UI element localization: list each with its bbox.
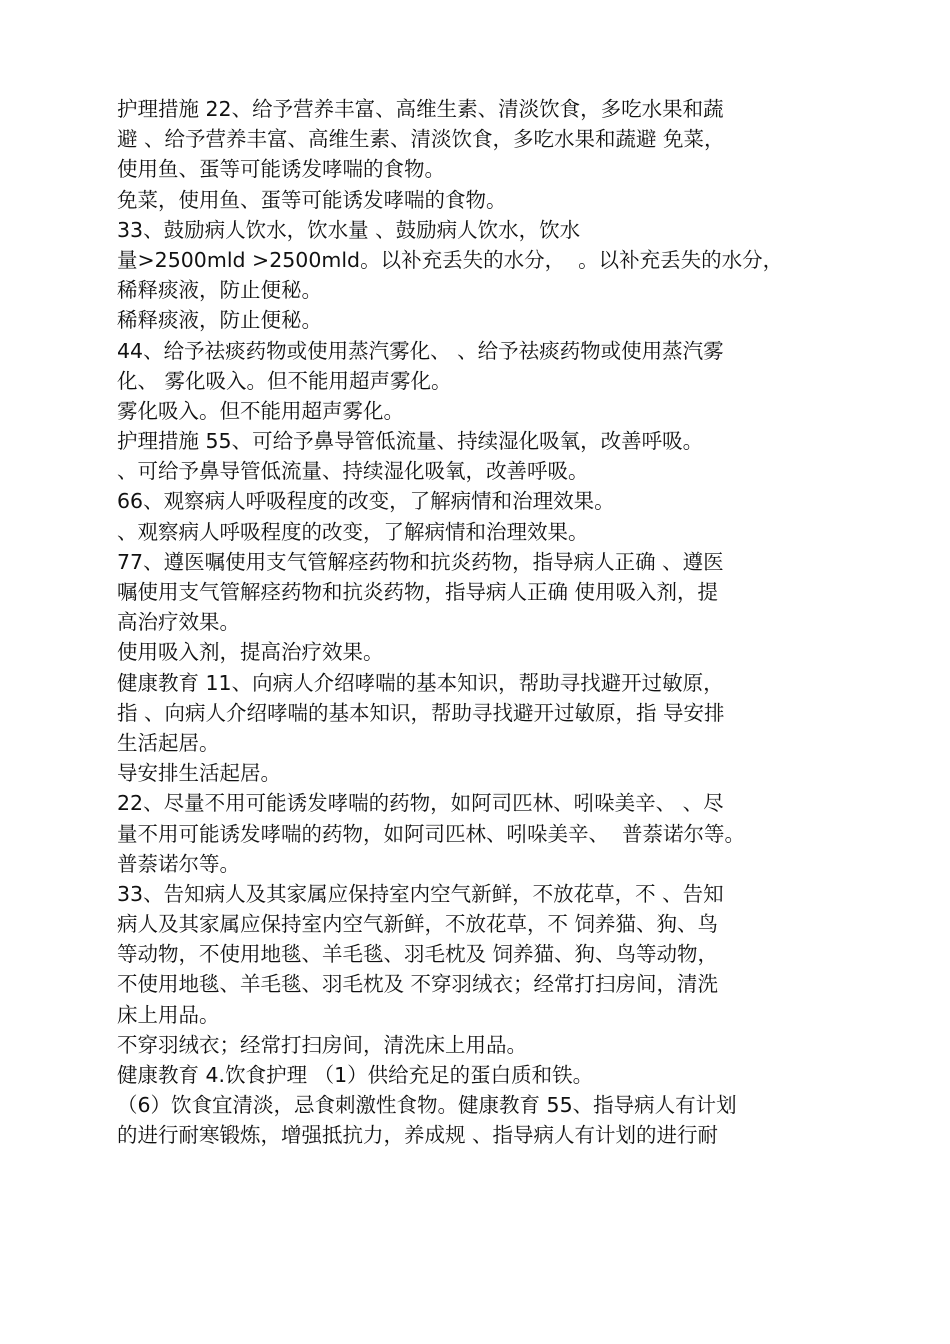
text-line: 量不用可能诱发哮喘的药物，如阿司匹林、吲哚美辛、 普萘诺尔等。 [117,821,746,846]
text-line: 化、 雾化吸入。但不能用超声雾化。 [117,368,452,393]
text-line: 健康教育 4.饮食护理 （1）供给充足的蛋白质和铁。 [117,1063,594,1087]
text-line: 床上用品。 [117,1002,220,1027]
text-line: 的进行耐寒锻炼，增强抵抗力，养成规 、指导病人有计划的进行耐 [117,1123,719,1148]
text-line: 等动物，不使用地毯、羊毛毯、羽毛枕及 饲养猫、狗、鸟等动物， [117,942,719,967]
text-line: 33、鼓励病人饮水，饮水量 、鼓励病人饮水，饮水 [117,217,581,242]
text-line: 普萘诺尔等。 [117,851,240,876]
text-line: 病人及其家属应保持室内空气新鲜，不放花草，不 饲养猫、狗、鸟 [117,912,719,937]
text-line: 量>2500mld >2500mld。以补充丢失的水分， 。以补充丢失的水分， [117,247,784,272]
text-line: 护理措施 55、可给予鼻导管低流量、持续湿化吸氧，改善呼吸。 [117,429,704,454]
text-line: 避 、给予营养丰富、高维生素、清淡饮食，多吃水果和蔬避 免菜， [117,127,725,152]
text-line: 健康教育 11、向病人介绍哮喘的基本知识，帮助寻找避开过敏原， [117,670,724,695]
text-line: 44、给予祛痰药物或使用蒸汽雾化、 、给予祛痰药物或使用蒸汽雾 [117,338,724,363]
text-line: 22、尽量不用可能诱发哮喘的药物，如阿司匹林、吲哚美辛、 、尽 [117,791,724,816]
text-line: 稀释痰液，防止便秘。 [117,308,322,333]
text-line: 免菜，使用鱼、蛋等可能诱发哮喘的食物。 [117,187,507,212]
text-line: 使用吸入剂，提高治疗效果。 [117,640,384,665]
text-line: 不使用地毯、羊毛毯、羽毛枕及 不穿羽绒衣；经常打扫房间，清洗 [117,972,719,997]
text-line: （6）饮食宜清淡，忌食刺激性食物。健康教育 55、指导病人有计划 [117,1093,737,1118]
text-line: 护理措施 22、给予营养丰富、高维生素、清淡饮食，多吃水果和蔬 [117,97,724,121]
text-line: 高治疗效果。 [117,610,240,635]
text-line: 指 、向病人介绍哮喘的基本知识，帮助寻找避开过敏原，指 导安排 [117,700,725,725]
text-line: 生活起居。 [117,730,220,755]
document-body [117,94,877,1151]
text-line: 33、告知病人及其家属应保持室内空气新鲜，不放花草，不 、告知 [117,881,724,906]
text-line: 稀释痰液，防止便秘。 [117,278,322,303]
text-line: 、观察病人呼吸程度的改变，了解病情和治理效果。 [117,519,589,544]
text-line: 、可给予鼻导管低流量、持续湿化吸氧，改善呼吸。 [117,459,589,484]
text-line: 使用鱼、蛋等可能诱发哮喘的食物。 [117,157,445,182]
text-line: 导安排生活起居。 [117,761,281,786]
text-line: 雾化吸入。但不能用超声雾化。 [117,398,404,423]
text-line: 嘱使用支气管解痉药物和抗炎药物，指导病人正确 使用吸入剂，提 [117,580,719,604]
text-line: 77、遵医嘱使用支气管解痉药物和抗炎药物，指导病人正确 、遵医 [117,549,724,574]
text-line: 不穿羽绒衣；经常打扫房间，清洗床上用品。 [117,1032,527,1057]
text-line: 66、观察病人呼吸程度的改变，了解病情和治理效果。 [117,489,615,514]
